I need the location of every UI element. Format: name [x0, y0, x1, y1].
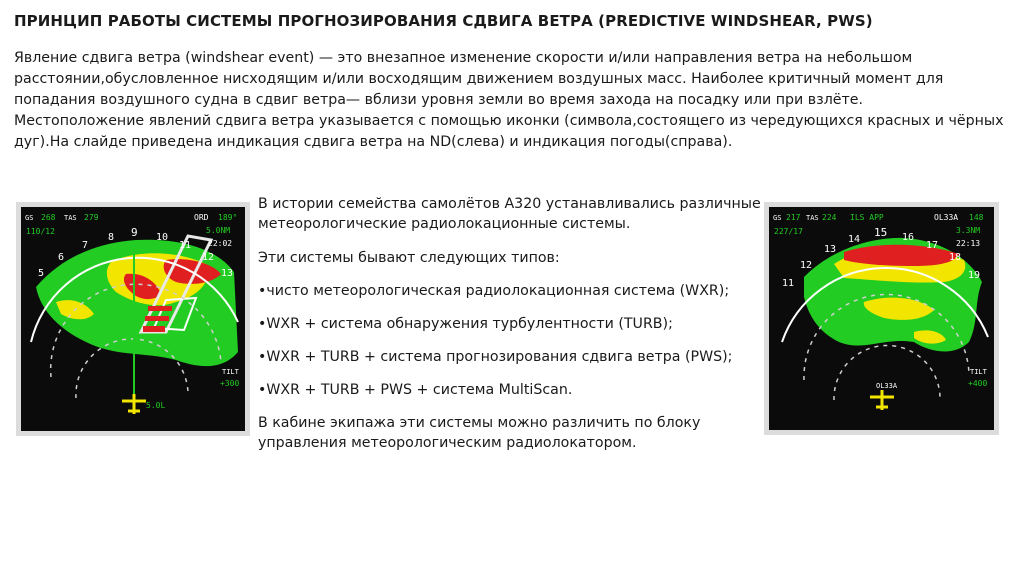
nd-right-wpt: OL33A: [934, 213, 959, 222]
nd-left-heading-6: 6: [58, 252, 65, 263]
nd-left-wpt: ORD: [194, 213, 209, 222]
nd-right-heading-18: 18: [949, 252, 962, 263]
radar-systems-text: [258, 194, 763, 467]
nd-left-gs-label: GS: [25, 214, 34, 222]
nd-right-heading-14: 14: [848, 234, 861, 245]
list-item: •WXR + TURB + система прогнозирования сдвига ветра (PWS);: [258, 349, 733, 365]
nd-left-heading-9: 9: [131, 226, 138, 239]
cockpit-paragraph: В кабине экипажа эти системы можно различить по блоку управления метеорологическим радиолокатором.: [258, 415, 701, 451]
nd-right-heading-11: 11: [782, 278, 795, 289]
list-item: •WXR + система обнаружения турбулентности (TURB);: [258, 316, 673, 332]
nd-left-gs-value: 268: [41, 213, 56, 222]
nd-left-heading-8: 8: [108, 232, 115, 243]
nd-left-heading-7: 7: [82, 240, 89, 251]
nd-left-heading-11: 11: [179, 240, 192, 251]
slide-title: ПРИНЦИП РАБОТЫ СИСТЕМЫ ПРОГНОЗИРОВАНИЯ СДВИГА ВЕТРА (PREDICTIVE WINDSHEAR, PWS): [14, 12, 873, 30]
nd-right-mode: ILS APP: [850, 213, 884, 222]
nd-left-tas-label: TAS: [64, 214, 77, 222]
nd-right-heading-19: 19: [968, 270, 981, 281]
nd-right-tas-value: 224: [822, 213, 837, 222]
nd-left-wpt-value: 189°: [218, 213, 238, 222]
nd-right-time: 22:13: [956, 239, 981, 248]
nd-right-heading-12: 12: [800, 260, 813, 271]
intro-text: [14, 48, 1019, 153]
nd-left-heading-13: 13: [221, 268, 234, 279]
nd-right-heading-16: 16: [902, 232, 915, 243]
intro-paragraph-2: Местоположение явлений сдвига ветра указывается с помощью иконки (символа,состоящего из чередующихся красных и чёрных дуг).На слайде приведена индикация сдвига ветра на ND(слева) и индикация погоды(справа).: [14, 113, 1004, 150]
intro-paragraph-1: Явление сдвига ветра (windshear event) — это внезапное изменение скорости и/или направления ветра на небольшом расстоянии,обусловленное нисходящим и/или восходящим движением воздушных масс. Наиболее критичный момент для попадания воздушного судна в сдвиг ветра— вблизи уровня земли во время захода на посадку или при взлёте.: [14, 50, 944, 108]
history-paragraph: В истории семейства самолётов A320 устанавливались различные метеорологические радиолокационные системы.: [258, 196, 761, 232]
nd-right-tas-label: TAS: [806, 214, 819, 222]
nd-left-time: 22:02: [208, 239, 233, 248]
nd-right-gs-value: 217: [786, 213, 801, 222]
nd-right-heading-13: 13: [824, 244, 837, 255]
nd-right-heading-15: 15: [874, 226, 888, 239]
nd-left-tilt: TILT: [222, 368, 239, 376]
types-heading: Эти системы бывают следующих типов:: [258, 250, 560, 266]
nd-left-heading-10: 10: [156, 232, 169, 243]
nd-right-heading-17: 17: [926, 240, 939, 251]
nd-right-tilt-value: +400: [968, 379, 988, 388]
nd-right-tilt: TILT: [970, 368, 987, 376]
nd-left-range: 5.0L: [146, 401, 166, 410]
nd-right-wpt-value: 148: [969, 213, 984, 222]
list-item: •WXR + TURB + PWS + система MultiScan.: [258, 382, 573, 398]
nd-left-wind: 110/12: [26, 227, 55, 236]
nd-left-heading-5: 5: [38, 268, 45, 279]
nd-left-heading-12: 12: [202, 252, 215, 263]
nd-weather-image: [764, 202, 999, 435]
nd-left-tilt-value: +300: [220, 379, 240, 388]
nd-right-gs-label: GS: [773, 214, 782, 222]
nd-left-dist: 5.0NM: [206, 226, 231, 235]
nd-windshear-image: [16, 202, 250, 436]
nd-right-dist: 3.3NM: [956, 226, 981, 235]
nd-right-wind: 227/17: [774, 227, 803, 236]
nd-left-tas-value: 279: [84, 213, 99, 222]
list-item: •чисто метеорологическая радиолокационная система (WXR);: [258, 283, 730, 299]
nd-right-waypoint-label: OL33A: [876, 382, 898, 390]
